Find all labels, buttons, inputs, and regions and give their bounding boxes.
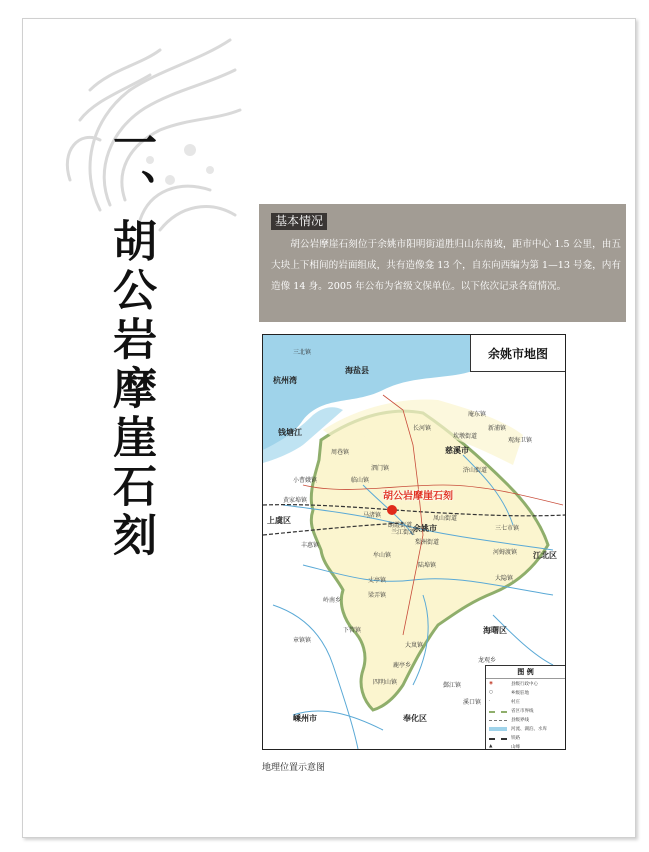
legend-item: ▲ 山峰: [489, 744, 520, 750]
place-label: 鹿亭乡: [393, 662, 412, 669]
place-label: 河姆渡镇: [493, 549, 518, 556]
place-label: 坎墩街道: [453, 433, 478, 440]
place-label: 丰惠镇: [301, 542, 320, 549]
region-fenghua: 奉化区: [403, 713, 427, 723]
map-title: 余姚市地图: [470, 335, 565, 372]
place-label: 溪口镇: [463, 699, 482, 706]
info-label: 基本情况: [271, 213, 327, 230]
place-label: 章镇镇: [293, 637, 312, 644]
map-legend: [485, 665, 565, 749]
region-qiantang: 钱塘江: [278, 427, 302, 437]
place-label: 观海卫镇: [508, 437, 533, 444]
place-label: 牟山镇: [373, 552, 392, 559]
region-hangzhou-bay: 杭州湾: [273, 375, 297, 385]
legend-item: ○ 乡级驻地: [489, 690, 529, 696]
legend-item: 河流、湖泊、水库: [486, 724, 565, 733]
place-label: 大隐镇: [495, 575, 514, 582]
location-map: [262, 334, 566, 750]
region-cixi: 慈溪市: [445, 445, 469, 455]
info-text: 胡公岩摩崖石刻位于余姚市阳明街道胜归山东南坡，距市中心 1.5 公里，由五大块上下相间的岩面组成，共有造像龛 13 个，自东向西编为第 1—13 号龛，内有造像 14 身。2005 年公布为省级文保单位。以下依次记录各窟情况。: [271, 239, 621, 292]
place-label: 三七市镇: [495, 525, 520, 532]
place-label: 陆埠镇: [418, 562, 437, 569]
place-label: 泗门镇: [371, 465, 390, 472]
region-haiyan: 海盐县: [345, 365, 369, 375]
place-label: 长河镇: [413, 425, 432, 432]
place-label: 下管镇: [343, 627, 362, 634]
region-shengzhou: 嵊州市: [293, 713, 317, 723]
site-label: 胡公岩摩崖石刻: [383, 491, 453, 502]
region-shangyu: 上虞区: [267, 515, 291, 525]
place-label: 梨洲街道: [415, 539, 440, 546]
place-label: 三北镇: [293, 349, 312, 356]
place-label: 岭南乡: [323, 597, 342, 604]
place-label: 马渚镇: [363, 512, 382, 519]
place-label: 庵东镇: [468, 411, 487, 418]
place-label: 朗霞街道: [388, 522, 413, 529]
region-jiangbei: 江北区: [533, 550, 557, 560]
place-label: 大岚镇: [405, 642, 424, 649]
region-haishu: 海曙区: [483, 625, 507, 635]
legend-item: 铁路: [486, 733, 565, 742]
region-yuyao: 余姚市: [413, 523, 437, 533]
place-label: 黄家埠镇: [283, 497, 308, 504]
place-label: 周巷镇: [331, 449, 350, 456]
chapter-title: 一、胡公岩摩崖石刻: [105, 120, 156, 561]
info-box: [259, 204, 626, 322]
place-label: 龙观乡: [478, 657, 497, 664]
place-label: 凤山街道: [433, 515, 458, 522]
map-caption: 地理位置示意图: [262, 763, 326, 773]
place-label: 小曹娥镇: [293, 477, 318, 484]
place-label: 丈亭镇: [368, 577, 387, 584]
legend-item: 省区市界线: [486, 706, 565, 715]
legend-title: 图 例: [486, 666, 565, 679]
place-label: 鄞江镇: [443, 682, 462, 689]
legend-item: ◉ 县级行政中心: [489, 681, 538, 687]
place-label: 浒山街道: [463, 467, 488, 474]
place-label: 新浦镇: [488, 425, 507, 432]
place-label: 四明山镇: [373, 679, 398, 686]
place-label: 临山镇: [351, 477, 370, 484]
place-label: 兰江街道: [391, 529, 416, 536]
site-marker: [387, 505, 397, 515]
place-label: 梁弄镇: [368, 592, 387, 599]
legend-item: 县级界线: [486, 715, 565, 724]
legend-item: · 村庄: [489, 699, 520, 705]
